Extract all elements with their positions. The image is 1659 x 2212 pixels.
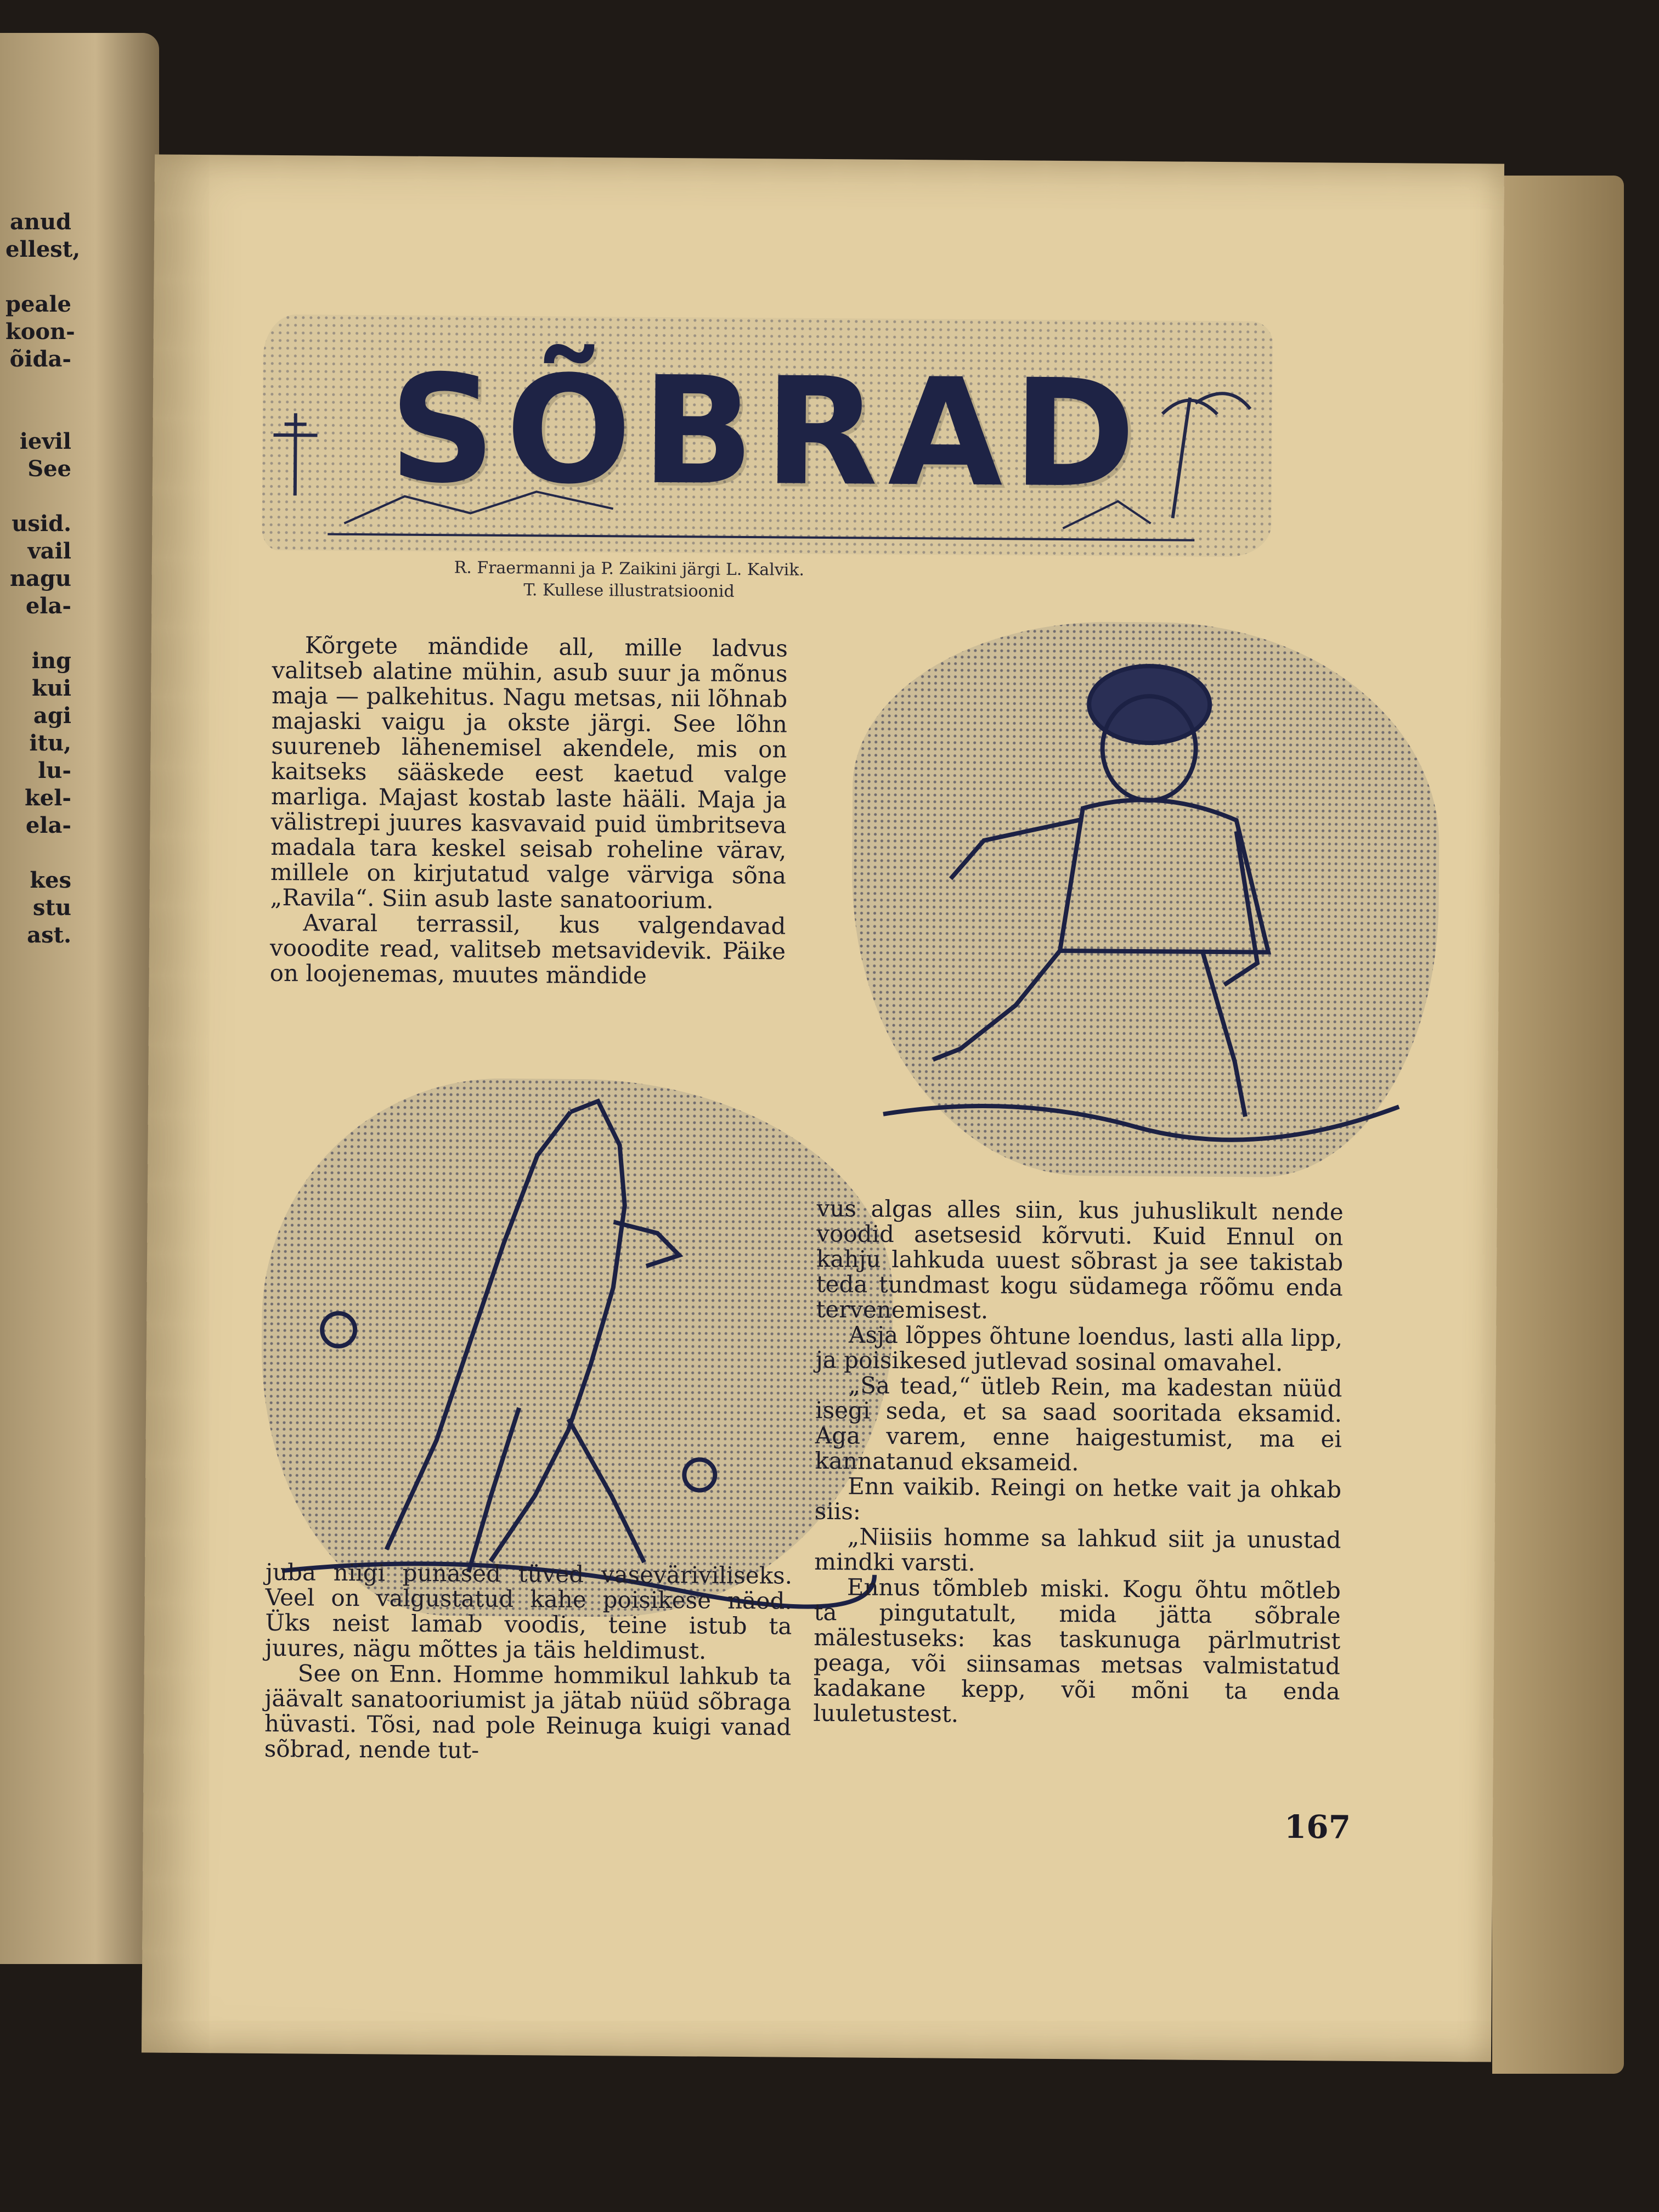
- previous-page-line: [5, 400, 71, 428]
- paragraph: „Sa tead,“ ütleb Rein, ma kadestan nüüd isegi seda, et sa saad sooritada eksamid. Aga varem, enne haigestumist, ma ei kannatanud eksameid.: [815, 1372, 1342, 1476]
- previous-page-text: [5, 208, 81, 949]
- sitting-boy-drawing: [850, 620, 1441, 1178]
- previous-page-line: koon-: [5, 319, 75, 345]
- previous-page-line: [5, 620, 71, 647]
- credits-author-line: R. Fraermanni ja P. Zaikini järgi L. Kalvik.: [454, 558, 805, 580]
- previous-page-line: [5, 263, 71, 291]
- previous-page-line: [5, 483, 71, 510]
- title-banner: [262, 314, 1273, 557]
- previous-page-edge: [0, 33, 159, 1964]
- running-dog-drawing: [260, 1077, 895, 1619]
- previous-page-line: ellest,: [5, 236, 81, 262]
- previous-page-line: nagu: [9, 566, 71, 591]
- paragraph: „Niisiis homme sa lahkud siit ja unustad mindki varsti.: [814, 1523, 1341, 1576]
- page-number: 167: [1284, 1808, 1351, 1846]
- previous-page-line: kui: [32, 675, 71, 701]
- previous-page-line: See: [27, 456, 71, 482]
- page-title: SÕBRAD: [388, 342, 1147, 521]
- text-column-3: [813, 1196, 1344, 1730]
- previous-page-line: kes: [30, 867, 71, 893]
- previous-page-line: peale: [5, 291, 71, 317]
- paragraph: See on Enn. Homme hommikul lahkub ta jäävalt sanatooriumist ja jätab nüüd sõbraga hüvasti. Tõsi, nad pole Reinuga kuigi vanad sõbrad, nende tut-: [264, 1660, 792, 1764]
- dog-illustration: [260, 1077, 895, 1619]
- previous-page-line: ast.: [27, 922, 71, 948]
- text-column-2: [264, 1560, 793, 1765]
- paragraph: Enn vaikib. Reingi on hetke vait ja ohkab siis:: [814, 1472, 1342, 1525]
- previous-page-line: [5, 373, 71, 400]
- previous-page-line: [5, 839, 71, 867]
- boy-illustration: [850, 620, 1441, 1178]
- previous-page-line: anud: [9, 209, 71, 235]
- book-page: [142, 154, 1504, 2062]
- credits-illustrator-line: T. Kullese illustratsioonid: [523, 580, 735, 601]
- author-credits: [300, 556, 958, 604]
- paragraph: Ennus tõmbleb miski. Kogu õhtu mõtleb ta pingutatult, mida jätta sõbrale mälestuseks: kas taskunuga pärlmutrist peaga, või siinsamas metsas valmistatud kadakane kepp, või mõni ta enda luuletustest.: [813, 1573, 1341, 1728]
- paragraph: juba niigi punased tüved vaseväriviliseks. Veel on valgustatud kahe poisikese näod. Üks neist lamab voodis, teine istub ta juures, nägu mõttes ja täis heldimust.: [264, 1558, 793, 1664]
- page-stack-edge: [1492, 176, 1624, 2074]
- previous-page-line: ela-: [25, 593, 71, 619]
- paragraph: Kõrgete mändide all, mille ladvus valitseb alatine mühin, asub suur ja mõnus maja — palkehitus. Nagu metsas, nii lõhnab majaski vaigu ja okste järgi. See lõhn suureneb lähenemisel akendele, mis on kaitseks sääskede eest kaetud valge marliga. Majast kostab laste hääli. Maja ja välistrepi juures kasvavaid puid ümbritseva madala tara keskel seisab roheline värav, millele on kirjutatud valge värviga sõna „Ravila“. Siin asub laste sanatoorium.: [270, 631, 788, 914]
- text-column-1: [270, 633, 788, 990]
- previous-page-line: itu,: [29, 730, 71, 756]
- paragraph: Avaral terrassil, kus valgendavad vooodite read, valitseb metsavidevik. Päike on loojenemas, muutes mändide: [269, 909, 786, 989]
- previous-page-line: vail: [27, 538, 71, 564]
- previous-page-line: ela-: [25, 812, 71, 838]
- previous-page-line: kel-: [25, 785, 71, 811]
- previous-page-line: lu-: [38, 758, 71, 783]
- paragraph: vus algas alles siin, kus juhuslikult nende voodid asetsesid kõrvuti. Kuid Ennul on kahju lahkuda uuest sõbrast ja see takistab teda tundmast kogu südamega rõõmu enda tervenemisest.: [816, 1194, 1344, 1324]
- previous-page-line: ievil: [19, 428, 71, 454]
- paragraph: Asja lõppes õhtune loendus, lasti alla lipp, ja poisikesed jutlevad sosinal omavahel.: [815, 1321, 1343, 1376]
- previous-page-line: stu: [32, 895, 71, 921]
- previous-page-line: õida-: [9, 346, 71, 372]
- previous-page-line: ing: [31, 648, 71, 674]
- previous-page-line: usid.: [12, 511, 71, 537]
- previous-page-line: agi: [33, 703, 71, 729]
